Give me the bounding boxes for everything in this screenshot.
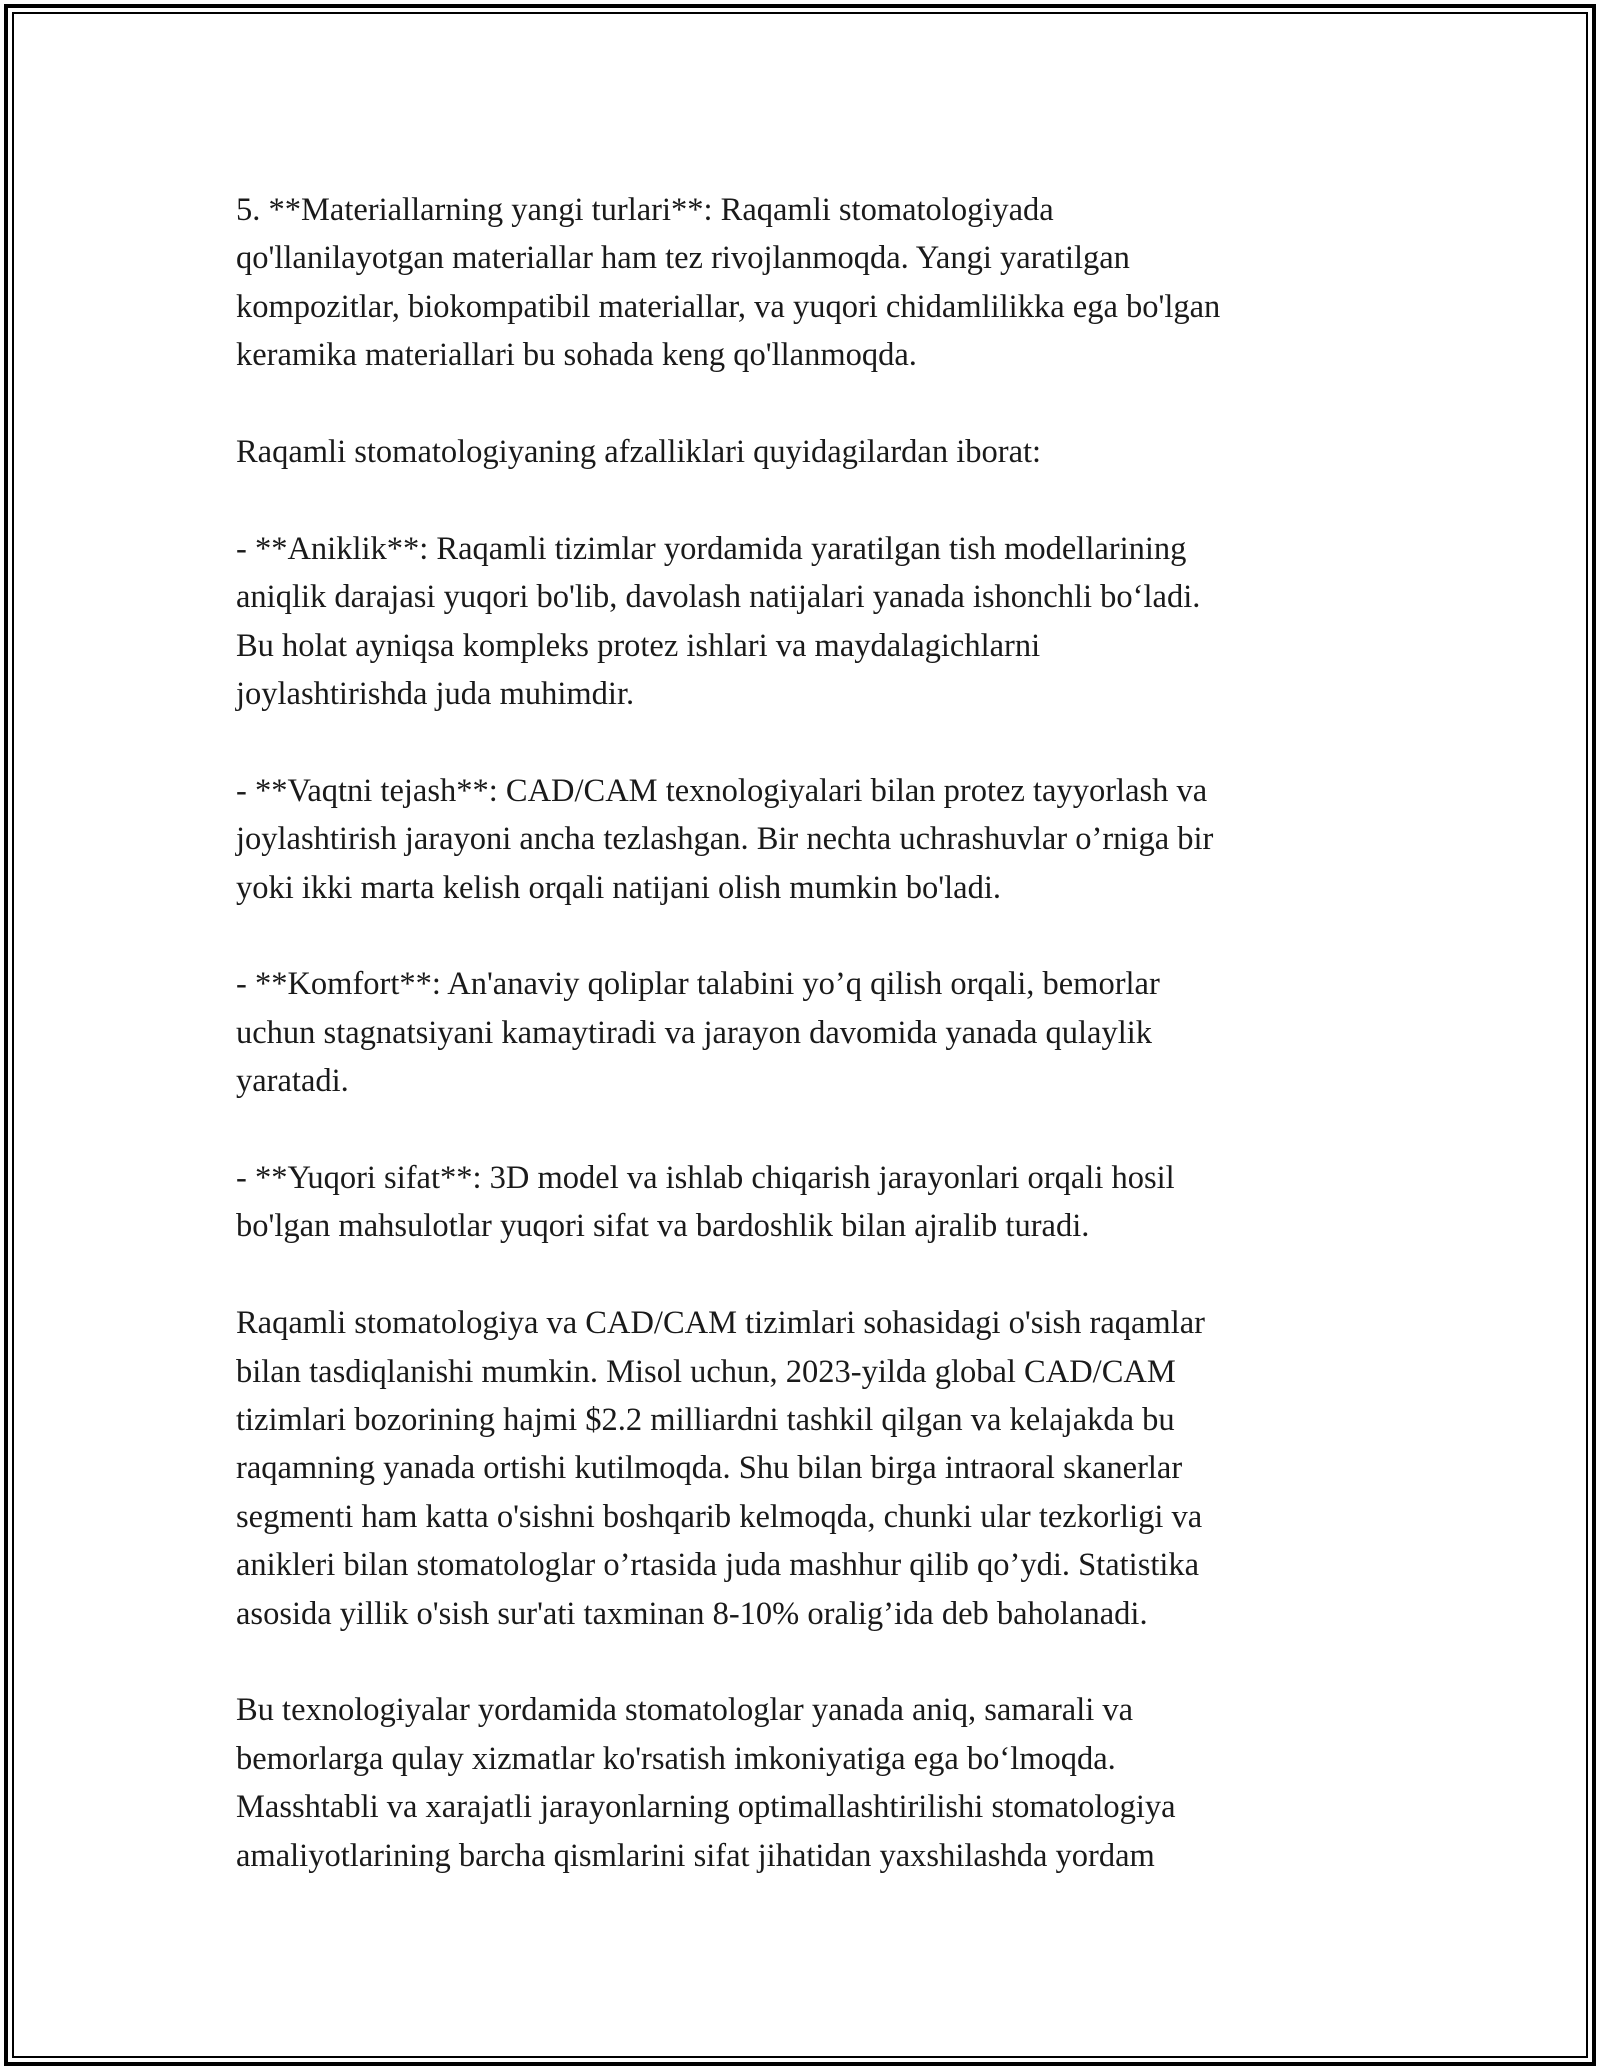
- text-line: Raqamli stomatologiyaning afzalliklari quyidagilardan iborat:: [236, 434, 1042, 471]
- text-line: segmenti ham katta o'sishni boshqarib kelmoqda, chunki ular tezkorligi va: [236, 1498, 1203, 1535]
- text-line: 5. **Materiallarning yangi turlari**: Raqamli stomatologiyada: [236, 192, 1054, 228]
- text-line: raqamning yanada ortishi kutilmoqda. Shu bilan birga intraoral skanerlar: [236, 1450, 1183, 1487]
- paragraph-high-quality: [236, 1154, 1376, 1251]
- paragraph-conclusion: [236, 1686, 1376, 1880]
- text-line: kompozitlar, biokompatibil materiallar, va yuqori chidamlilikka ega bo'lgan: [236, 288, 1221, 325]
- text-line: - **Komfort**: An'anaviy qoliplar talabini yo’q qilish orqali, bemorlar: [236, 966, 1160, 1003]
- text-line: - **Yuqori sifat**: 3D model va ishlab chiqarish jarayonlari orqali hosil: [236, 1160, 1175, 1197]
- text-line: yoki ikki marta kelish orqali natijani olish mumkin bo'ladi.: [236, 869, 1001, 906]
- text-line: bilan tasdiqlanishi mumkin. Misol uchun, 2023-yilda global CAD/CAM: [236, 1353, 1176, 1390]
- text-line: bemorlarga qulay xizmatlar ko'rsatish imkoniyatiga ega bo‘lmoqda.: [236, 1740, 1116, 1777]
- text-line: amaliyotlarining barcha qismlarini sifat jihatidan yaxshilashda yordam: [236, 1837, 1155, 1874]
- paragraph-accuracy: [236, 525, 1376, 719]
- paragraph-time-saving: [236, 767, 1376, 912]
- text-line: qo'llanilayotgan materiallar ham tez rivojlanmoqda. Yangi yaratilgan: [236, 240, 1130, 277]
- text-line: uchun stagnatsiyani kamaytiradi va jarayon davomida yanada qulaylik: [236, 1014, 1153, 1051]
- text-line: anikleri bilan stomatologlar o’rtasida juda mashhur qilib qo’ydi. Statistika: [236, 1547, 1200, 1584]
- document-body: [236, 186, 1376, 1929]
- text-line: - **Aniklik**: Raqamli tizimlar yordamida yaratilgan tish modellarining: [236, 530, 1187, 567]
- text-line: Bu holat ayniqsa kompleks protez ishlari va maydalagichlarni: [236, 627, 1041, 664]
- text-line: aniqlik darajasi yuqori bo'lib, davolash natijalari yanada ishonchli bo‘ladi.: [236, 579, 1201, 616]
- text-line: joylashtirish jarayoni ancha tezlashgan. Bir nechta uchrashuvlar o’rniga bir: [236, 821, 1214, 858]
- paragraph-materials: [236, 186, 1376, 380]
- paragraph-market-growth: [236, 1299, 1376, 1638]
- text-line: bo'lgan mahsulotlar yuqori sifat va bardoshlik bilan ajralib turadi.: [236, 1208, 1090, 1245]
- text-line: asosida yillik o'sish sur'ati taxminan 8-10% oralig’ida deb baholanadi.: [236, 1595, 1148, 1632]
- text-line: yaratadi.: [236, 1063, 349, 1100]
- text-line: joylashtirishda juda muhimdir.: [236, 676, 635, 713]
- text-line: tizimlari bozorining hajmi $2.2 milliardni tashkil qilgan va kelajakda bu: [236, 1402, 1175, 1439]
- text-line: keramika materiallari bu sohada keng qo'llanmoqda.: [236, 337, 917, 374]
- paragraph-comfort: [236, 960, 1376, 1105]
- text-line: Bu texnologiyalar yordamida stomatologlar yanada aniq, samarali va: [236, 1692, 1134, 1729]
- text-line: Masshtabli va xarajatli jarayonlarning optimallashtirilishi stomatologiya: [236, 1789, 1176, 1826]
- text-line: Raqamli stomatologiya va CAD/CAM tizimlari sohasidagi o'sish raqamlar: [236, 1305, 1205, 1342]
- text-line: - **Vaqtni tejash**: CAD/CAM texnologiyalari bilan protez tayyorlash va: [236, 772, 1208, 809]
- paragraph-advantages-intro: [236, 428, 1376, 476]
